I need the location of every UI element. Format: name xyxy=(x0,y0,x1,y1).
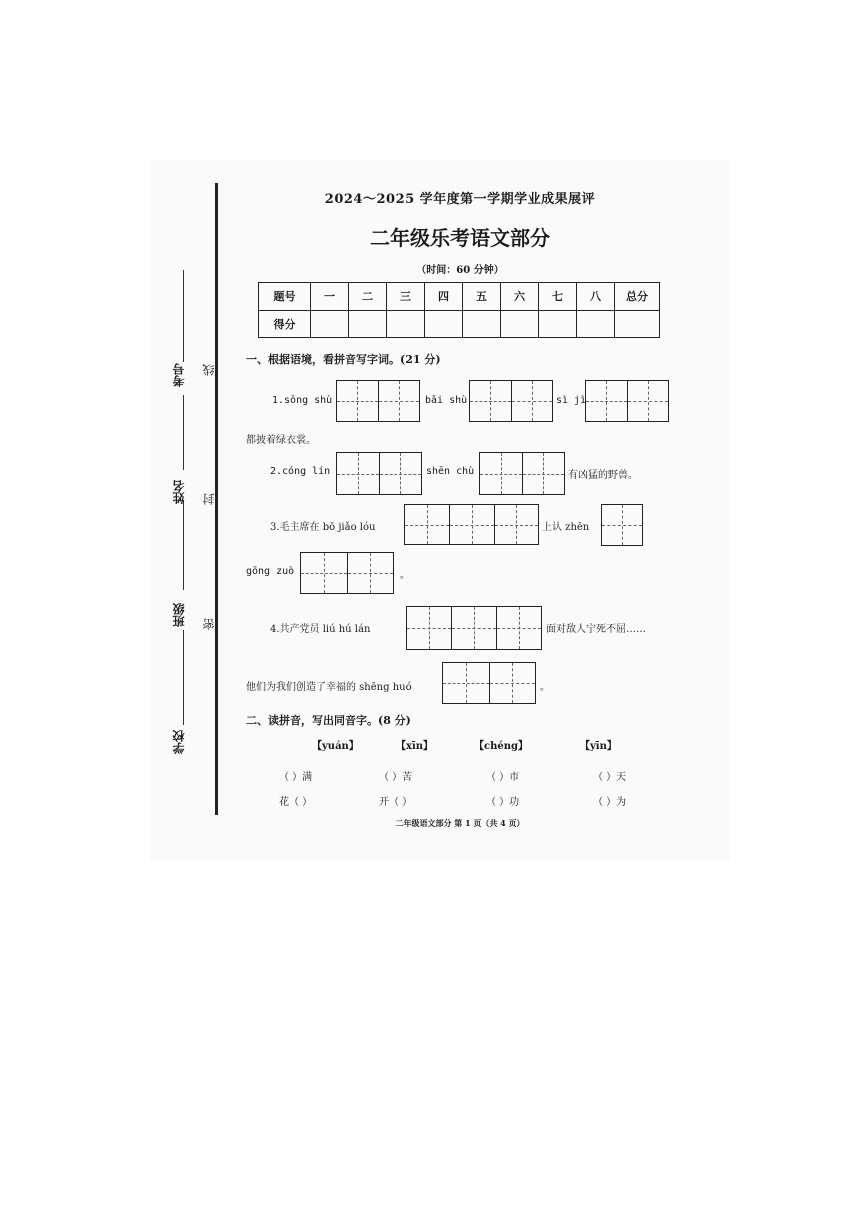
writing-cell[interactable] xyxy=(337,453,379,494)
q3-end: 。 xyxy=(400,570,410,581)
q4-tail: 面对敌人宁死不屈…… xyxy=(546,624,646,635)
margin-rule xyxy=(183,630,184,725)
homophone-blank[interactable]: （ ）市 xyxy=(486,772,520,783)
homophone-blank[interactable]: （ ）满 xyxy=(279,772,313,783)
homophone-blank[interactable]: （ ）为 xyxy=(593,797,627,808)
section-2-heading: 二、读拼音，写出同音字。(8 分) xyxy=(246,714,411,727)
q3-lead: 3.毛主席在 bō jiǎo lóu xyxy=(270,522,376,533)
pinyin-label: 【yīn】 xyxy=(580,741,617,752)
school-label: 学校 xyxy=(172,730,186,754)
homophone-blank[interactable]: （ ）苦 xyxy=(379,772,413,783)
name-label: 姓名 xyxy=(172,480,186,504)
writing-grid[interactable] xyxy=(469,380,553,422)
table-cell: 七 xyxy=(539,283,577,311)
page-footer: 二年级语文部分 第 1 页（共 4 页） xyxy=(395,818,525,828)
table-cell: 六 xyxy=(501,283,539,311)
writing-cell[interactable] xyxy=(407,607,451,649)
margin-rule xyxy=(183,500,184,590)
q4-end: 。 xyxy=(540,682,550,693)
writing-grid[interactable] xyxy=(300,552,394,594)
writing-cell[interactable] xyxy=(480,453,522,494)
score-table xyxy=(258,282,660,338)
score-input-cell[interactable] xyxy=(615,310,660,338)
section-1-heading: 一、根据语境，看拼音写字词。(21 分) xyxy=(246,353,441,366)
score-input-cell[interactable] xyxy=(425,310,463,338)
class-label: 班级 xyxy=(172,603,186,627)
seal-secret-text: 密 xyxy=(202,618,216,630)
q1-pinyin-1: 1.sōng shù xyxy=(272,395,333,406)
table-cell: 得分 xyxy=(259,310,311,338)
q2-pinyin-2: shēn chù xyxy=(426,466,475,477)
writing-cell[interactable] xyxy=(627,381,668,421)
exam-title: 2024～2025 学年度第一学期学业成果展评 xyxy=(324,192,596,207)
writing-grid[interactable] xyxy=(585,380,669,422)
homophone-blank[interactable]: 花（ ） xyxy=(279,797,313,808)
score-input-cell[interactable] xyxy=(577,310,615,338)
q4-lead: 4.共产党员 liú hú lán xyxy=(270,624,371,635)
writing-cell[interactable] xyxy=(451,607,495,649)
table-cell: 二 xyxy=(349,283,387,311)
writing-cell[interactable] xyxy=(378,381,419,421)
table-cell: 总分 xyxy=(615,283,660,311)
q1-continuation: 都披着绿衣裳。 xyxy=(246,435,316,446)
writing-grid[interactable] xyxy=(479,452,565,495)
writing-cell[interactable] xyxy=(347,553,393,593)
exam-subtitle: 二年级乐考语文部分 xyxy=(370,226,550,250)
q3-pinyin-2: gōng zuò xyxy=(246,566,295,577)
table-cell: 八 xyxy=(577,283,615,311)
homophone-blank[interactable]: （ ）功 xyxy=(486,797,520,808)
pinyin-label: 【chéng】 xyxy=(474,741,528,752)
q2-tail: 有凶猛的野兽。 xyxy=(568,470,638,481)
seal-line-text: 线 xyxy=(202,364,216,376)
table-cell: 四 xyxy=(425,283,463,311)
homophone-blank[interactable]: 开（ ） xyxy=(379,797,413,808)
writing-cell[interactable] xyxy=(379,453,421,494)
writing-cell[interactable] xyxy=(405,505,449,544)
exam-number-label: 考号 xyxy=(172,363,186,387)
table-cell: 一 xyxy=(311,283,349,311)
q3-mid: 上认 zhēn xyxy=(542,522,590,533)
score-input-cell[interactable] xyxy=(311,310,349,338)
writing-cell[interactable] xyxy=(511,381,552,421)
writing-cell[interactable] xyxy=(301,553,347,593)
writing-cell[interactable] xyxy=(337,381,378,421)
exam-time: （时间：60 分钟） xyxy=(416,265,504,276)
homophone-blank[interactable]: （ ）天 xyxy=(593,772,627,783)
writing-cell[interactable] xyxy=(522,453,564,494)
q2-pinyin-1: 2.cóng lín xyxy=(270,466,331,477)
score-input-cell[interactable] xyxy=(387,310,425,338)
table-cell: 题号 xyxy=(259,283,311,311)
writing-cell[interactable] xyxy=(489,663,535,703)
score-input-cell[interactable] xyxy=(463,310,501,338)
writing-cell[interactable] xyxy=(470,381,511,421)
writing-cell[interactable] xyxy=(494,505,538,544)
writing-grid[interactable] xyxy=(404,504,539,545)
pinyin-label: 【yuán】 xyxy=(312,741,359,752)
writing-cell[interactable] xyxy=(496,607,541,649)
writing-grid[interactable] xyxy=(442,662,536,704)
score-input-cell[interactable] xyxy=(539,310,577,338)
writing-grid[interactable] xyxy=(601,504,643,546)
writing-grid[interactable] xyxy=(336,452,422,495)
score-input-cell[interactable] xyxy=(501,310,539,338)
writing-grid[interactable] xyxy=(406,606,542,650)
margin-rule xyxy=(183,270,184,362)
q1-pinyin-3: sì jì xyxy=(556,395,587,406)
pinyin-label: 【xīn】 xyxy=(396,741,434,752)
writing-grid[interactable] xyxy=(336,380,420,422)
writing-cell[interactable] xyxy=(443,663,489,703)
q4-lead-2: 他们为我们创造了幸福的 shēng huó xyxy=(246,682,412,693)
writing-cell[interactable] xyxy=(602,505,642,545)
table-row xyxy=(259,310,660,338)
seal-seal-text: 封 xyxy=(202,493,216,505)
writing-cell[interactable] xyxy=(449,505,493,544)
writing-cell[interactable] xyxy=(586,381,627,421)
score-input-cell[interactable] xyxy=(349,310,387,338)
q1-pinyin-2: bǎi shù xyxy=(425,395,468,406)
table-row xyxy=(259,283,660,311)
margin-rule xyxy=(183,395,184,470)
table-cell: 三 xyxy=(387,283,425,311)
table-cell: 五 xyxy=(463,283,501,311)
